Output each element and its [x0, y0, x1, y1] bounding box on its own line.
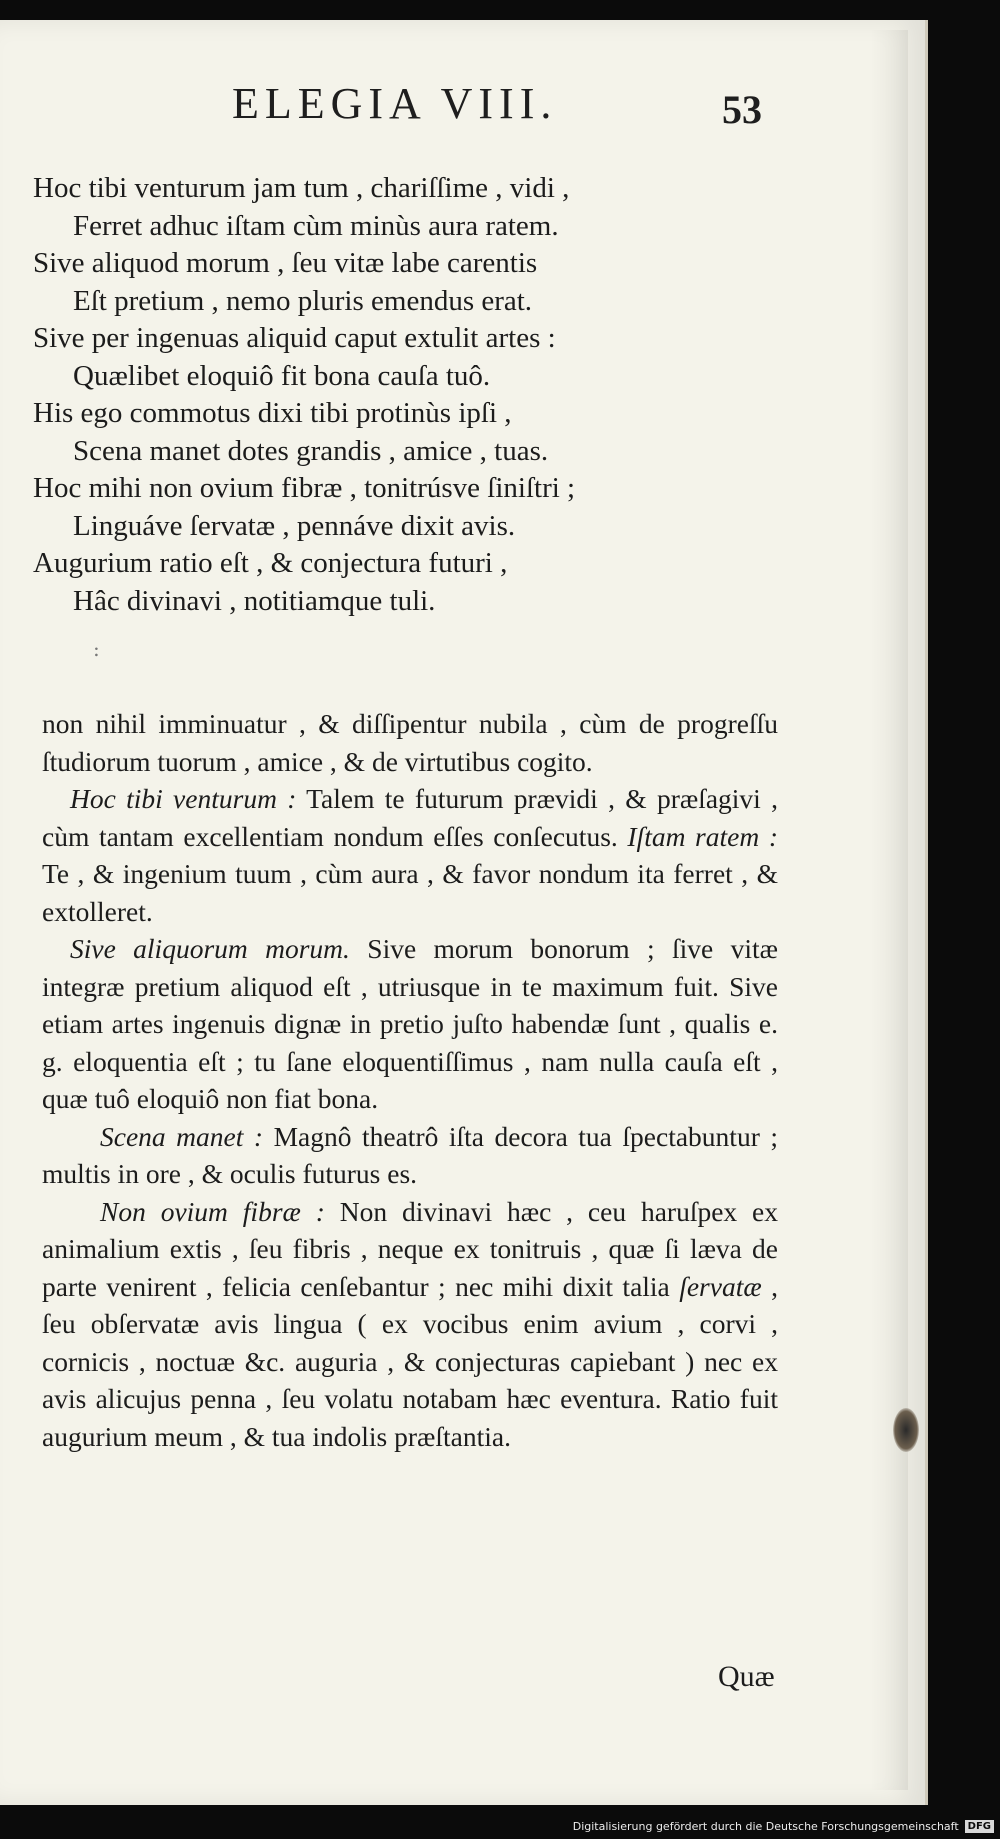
- gloss-text: Sive morum bonorum ; ſive vitæ integræ pretium aliquod eſt , utriusque in te maximum fuit. Sive etiam artes ingenuis dignæ in pretio juſto habendæ ſunt , qualis e. g. eloquentia eſt ; tu ſane eloquentiſſimus , nam nulla cauſa eſt , quæ tuô eloquiô non fiat bona.: [42, 933, 778, 1114]
- verse-line: Hâc divinavi , notitiamque tuli.: [73, 584, 436, 617]
- funding-credit: Digitalisierung gefördert durch die Deutsche Forschungsgemeinschaft: [572, 1820, 959, 1833]
- lemma: ſervatæ: [679, 1270, 762, 1302]
- commentary-paragraph-5: [42, 1193, 778, 1456]
- commentary-paragraph-4: [42, 1118, 778, 1193]
- dfg-logo: DFG: [965, 1820, 994, 1833]
- verse-line: Hoc tibi venturum jam tum , chariſſime , vidi ,: [33, 172, 570, 204]
- lemma: Iſtam ratem :: [627, 820, 778, 852]
- verse-line: Sive aliquod morum , ſeu vitæ labe carentis: [33, 247, 538, 279]
- stray-mark: :: [93, 637, 100, 661]
- elegy-verse-block: [33, 170, 853, 620]
- running-title: ELEGIA VIII.: [232, 79, 558, 128]
- lemma: Scena manet :: [100, 1120, 264, 1152]
- gloss-text: Magnô theatrô iſta decora tua ſpectabuntur ; multis in ore , & oculis futurus es.: [42, 1120, 779, 1189]
- page-header: [0, 68, 925, 138]
- commentary-paragraph-2: [42, 780, 778, 930]
- verse-line: Hoc mihi non ovium fibræ , tonitrúsve ſiniſtri ;: [33, 472, 576, 504]
- lemma: Hoc tibi venturum :: [70, 783, 297, 814]
- page-number: 53: [722, 87, 762, 132]
- gloss-text: Non divinavi hæc , ceu haruſpex ex animalium extis , ſeu fibris , neque ex tonitruis , quæ ſi læva de parte venirent , felicia cenſebantur ; nec mihi dixit talia: [42, 1195, 778, 1302]
- verse-line: Augurium ratio eſt , & conjectura futuri ,: [33, 547, 508, 579]
- verse-line: Linguáve ſervatæ , pennáve dixit avis.: [73, 509, 516, 542]
- commentary-paragraph-3: [42, 930, 778, 1118]
- gloss-text: , ſeu obſervatæ avis lingua ( ex vocibus enim avium , corvi , cornicis , noctuæ &c. auguria , & conjecturas capiebant ) nec ex avis alicujus penna , ſeu volatu notabam hæc eventura. Ratio fuit augurium meum , & tua indolis præſtantia.: [42, 1270, 779, 1452]
- gloss-text: Talem te futurum prævidi , & præſagivi , cùm tantam excellentiam nondum eſſes conſecutus.: [42, 783, 778, 852]
- commentary-block: [42, 705, 778, 1455]
- verse-line: Sive per ingenuas aliquid caput extulit artes :: [33, 322, 556, 354]
- catchword: Quæ: [718, 1660, 775, 1693]
- page-edge-shadow: [870, 30, 908, 1790]
- gloss-text: Te , & ingenium tuum , cùm aura , & favor nondum ita ferret , & extolleret.: [42, 858, 778, 927]
- digitization-footer: [573, 1820, 994, 1833]
- lemma: Sive aliquorum morum.: [70, 933, 350, 964]
- verse-line: Quælibet eloquiô fit bona cauſa tuô.: [73, 359, 491, 392]
- verse-line: Scena manet dotes grandis , amice , tuas.: [73, 434, 549, 467]
- commentary-paragraph-1: non nihil imminuatur , & diſſipentur nubila , cùm de progreſſu ſtudiorum tuorum , amice , & de virtutibus cogito.: [42, 708, 778, 777]
- verse-line: Ferret adhuc iſtam cùm minùs aura ratem.: [73, 209, 559, 242]
- ink-blot: [893, 1408, 919, 1452]
- verse-line: Eſt pretium , nemo pluris emendus erat.: [73, 284, 533, 317]
- lemma: Non ovium fibræ :: [100, 1195, 325, 1227]
- verse-line: His ego commotus dixi tibi protinùs ipſi ,: [33, 397, 512, 429]
